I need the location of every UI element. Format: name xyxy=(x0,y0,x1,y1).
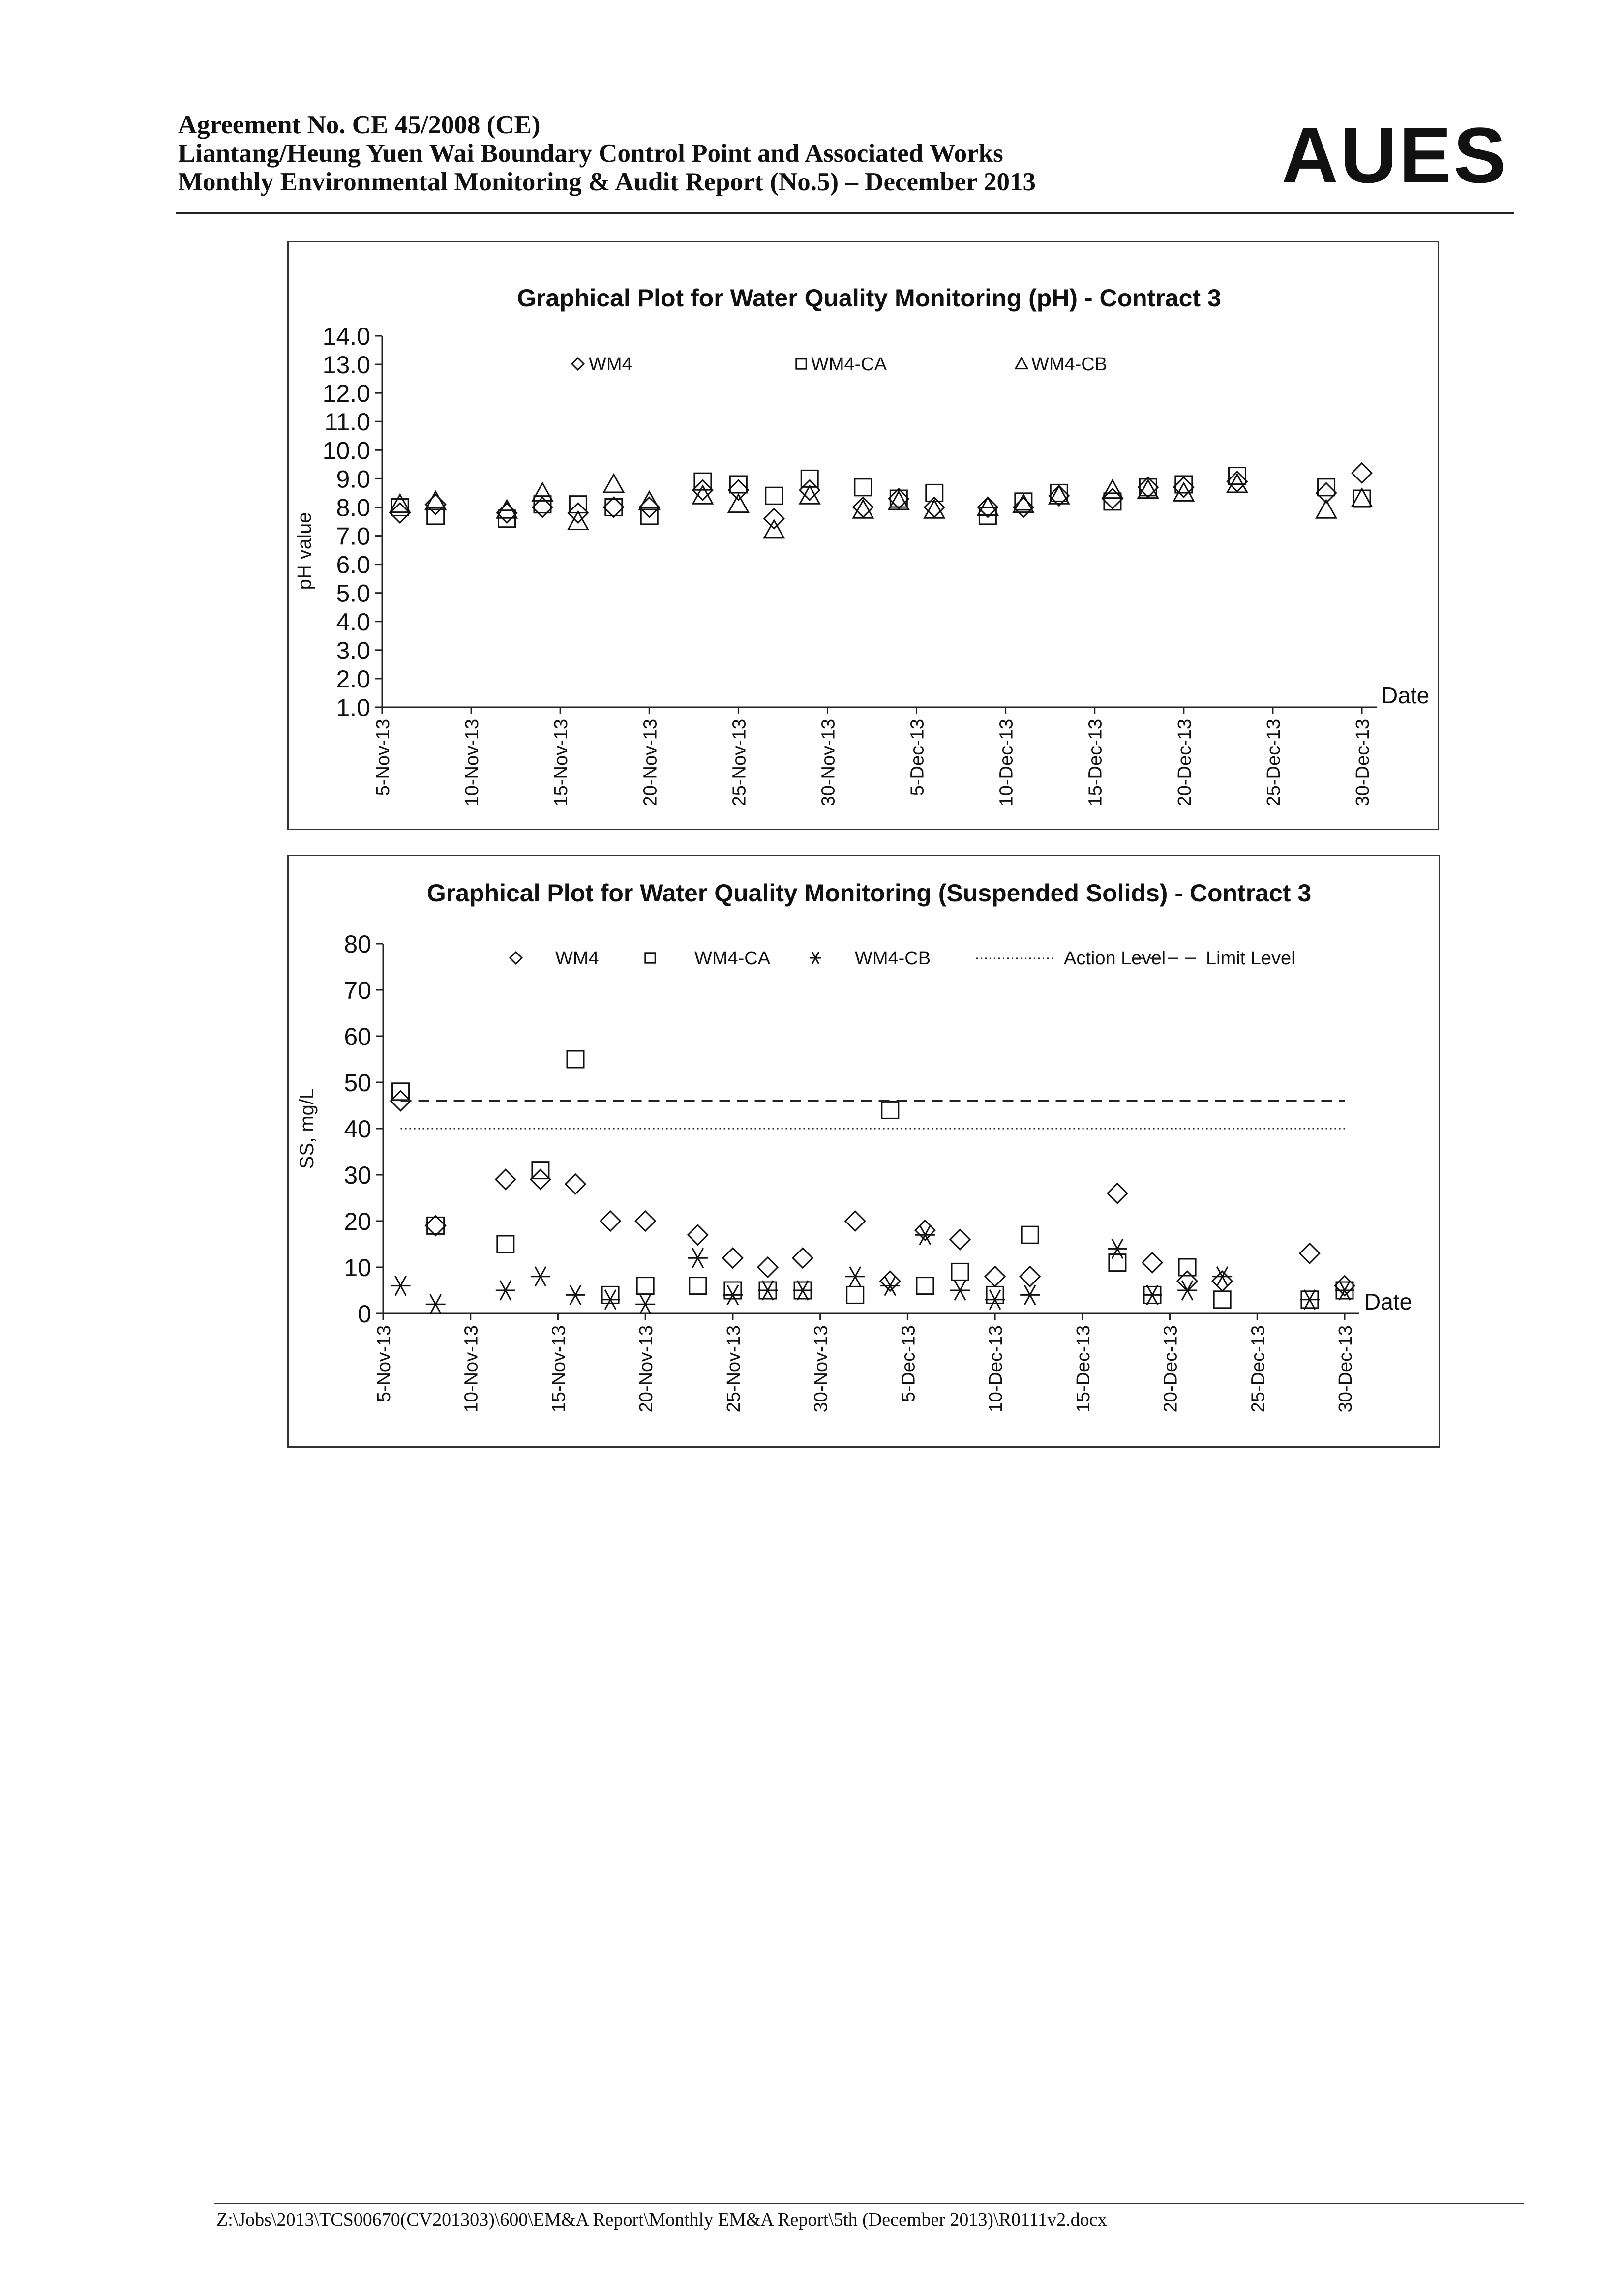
wm4-point xyxy=(1300,1244,1320,1263)
wm4-cb-point xyxy=(950,1281,970,1300)
legend-wm4-ca xyxy=(796,354,887,375)
wm4-ca-point xyxy=(605,499,622,515)
wm4-cb-point xyxy=(635,1294,655,1314)
wm4-cb-point xyxy=(1020,1285,1040,1305)
y-tick-label: 30 xyxy=(344,1162,371,1189)
wm4-ca-point xyxy=(1214,1291,1231,1308)
chart-title: Graphical Plot for Water Quality Monitoring (Suspended Solids) - Contract 3 xyxy=(426,879,1312,907)
wm4-ca-point xyxy=(690,1278,706,1294)
y-tick-label: 70 xyxy=(344,977,371,1004)
x-tick-label: 20-Dec-13 xyxy=(1174,719,1195,806)
wm4-cb-point xyxy=(604,475,624,492)
wm4-ca-point xyxy=(427,1217,444,1234)
legend-label: Action Level xyxy=(1064,948,1166,969)
legend-marker xyxy=(645,953,655,963)
x-tick-label: 20-Nov-13 xyxy=(640,719,661,806)
x-tick-label: 10-Dec-13 xyxy=(996,719,1017,806)
wm4-cb-point xyxy=(978,497,997,515)
y-tick-label: 60 xyxy=(344,1023,371,1050)
wm4-cb-point xyxy=(758,1281,778,1300)
wm4-cb-point xyxy=(853,500,873,518)
footer-divider xyxy=(214,2203,1524,2204)
wm4-cb-point xyxy=(793,1281,812,1300)
x-tick-label: 30-Nov-13 xyxy=(811,1325,832,1413)
x-tick-label: 5-Nov-13 xyxy=(374,1325,394,1402)
wm4-point xyxy=(426,1216,446,1235)
wm4-point xyxy=(723,1248,743,1268)
wm4-ca-series xyxy=(391,468,1370,527)
wm4-point xyxy=(1020,1267,1040,1286)
wm4-cb-point xyxy=(1227,475,1247,492)
x-axis-label: Date xyxy=(1364,1289,1413,1314)
wm4-cb-point xyxy=(723,1285,743,1305)
ss-chart-frame xyxy=(287,855,1440,1448)
x-tick-label: 15-Dec-13 xyxy=(1085,719,1106,806)
x-tick-label: 25-Nov-13 xyxy=(729,719,750,806)
y-tick-label: 10.0 xyxy=(322,437,370,465)
wm4-cb-point xyxy=(1352,489,1372,507)
wm4-point xyxy=(880,1271,900,1291)
wm4-cb-point xyxy=(1143,1285,1162,1305)
y-axis-label: pH value xyxy=(294,512,315,590)
wm4-cb-point xyxy=(391,1276,411,1296)
wm4-point xyxy=(1108,1184,1127,1203)
y-tick-label: 12.0 xyxy=(322,380,370,408)
footer-file-path: Z:\Jobs\2013\TCS00670(CV201303)\600\EM&A Report\Monthly EM&A Report\5th (December 2013)\R0111v2.docx xyxy=(216,2209,1107,2230)
wm4-point xyxy=(728,480,748,500)
y-tick-label: 9.0 xyxy=(336,465,370,493)
y-tick-label: 6.0 xyxy=(336,551,370,579)
legend-marker xyxy=(796,359,806,369)
wm4-point xyxy=(758,1257,778,1277)
wm4-cb-point xyxy=(566,1285,585,1305)
wm4-point xyxy=(793,1248,812,1268)
wm4-cb-point xyxy=(601,1290,620,1310)
legend-wm4-ca xyxy=(645,948,771,969)
wm4-point xyxy=(496,1169,515,1189)
y-tick-label: 10 xyxy=(344,1254,371,1282)
wm4-cb-point xyxy=(728,495,748,512)
y-tick-label: 4.0 xyxy=(336,608,370,636)
wm4-ca-point xyxy=(766,487,782,504)
y-tick-label: 2.0 xyxy=(336,665,370,693)
wm4-cb-point xyxy=(1174,483,1194,501)
wm4-cb-point xyxy=(568,512,588,530)
wm4-cb-point xyxy=(800,486,819,504)
wm4-cb-series xyxy=(391,1225,1354,1314)
header-report-title: Monthly Environmental Monitoring & Audit Report (No.5) – December 2013 xyxy=(178,168,1036,196)
legend-label: WM4-CA xyxy=(694,948,771,969)
x-tick-label: 20-Dec-13 xyxy=(1160,1325,1181,1413)
y-tick-label: 50 xyxy=(344,1069,371,1097)
legend-marker xyxy=(1016,358,1027,369)
aues-logo: AUES xyxy=(1281,111,1508,199)
wm4-point xyxy=(1143,1253,1162,1273)
wm4-ca-point xyxy=(637,1278,654,1294)
wm4-cb-point xyxy=(845,1267,865,1286)
legend-label: WM4-CB xyxy=(855,948,931,969)
wm4-point xyxy=(1177,1271,1197,1291)
wm4-cb-point xyxy=(1108,1239,1127,1258)
wm4-point xyxy=(601,1211,620,1231)
wm4-cb-point xyxy=(688,1248,708,1268)
wm4-point xyxy=(764,509,784,529)
x-tick-label: 15-Nov-13 xyxy=(548,1325,570,1413)
wm4-point xyxy=(915,1221,935,1240)
x-tick-label: 30-Dec-13 xyxy=(1335,1325,1356,1413)
x-tick-label: 5-Dec-13 xyxy=(907,719,928,796)
x-tick-label: 25-Dec-13 xyxy=(1263,719,1284,806)
header-divider xyxy=(176,212,1514,214)
x-tick-label: 10-Nov-13 xyxy=(461,1325,482,1413)
y-tick-label: 20 xyxy=(344,1208,371,1235)
y-tick-label: 80 xyxy=(344,930,371,958)
wm4-ca-point xyxy=(1022,1226,1038,1243)
y-axis-label: SS, mg/L xyxy=(296,1088,318,1169)
x-tick-label: 10-Dec-13 xyxy=(986,1325,1007,1413)
wm4-ca-point xyxy=(497,1236,514,1252)
x-tick-label: 10-Nov-13 xyxy=(462,719,483,806)
y-tick-label: 0 xyxy=(358,1300,371,1328)
legend-wm4-cb xyxy=(810,948,931,969)
wm4-cb-point xyxy=(693,486,713,504)
wm4-point xyxy=(688,1225,708,1245)
x-tick-label: 5-Nov-13 xyxy=(373,719,393,796)
y-tick-label: 5.0 xyxy=(336,579,370,607)
x-tick-label: 20-Nov-13 xyxy=(636,1325,657,1413)
x-tick-label: 5-Dec-13 xyxy=(898,1325,919,1402)
wm4-ca-point xyxy=(730,476,747,493)
y-tick-label: 3.0 xyxy=(336,636,370,664)
wm4-point xyxy=(566,1174,585,1194)
wm4-cb-point xyxy=(426,1294,446,1314)
x-tick-label: 25-Nov-13 xyxy=(723,1325,744,1413)
x-axis-label: Date xyxy=(1382,683,1430,708)
wm4-cb-series xyxy=(390,475,1372,538)
wm4-series xyxy=(391,1091,1354,1296)
legend-label: WM4 xyxy=(589,354,632,375)
x-tick-label: 30-Nov-13 xyxy=(818,719,839,806)
wm4-ca-point xyxy=(1179,1259,1196,1276)
y-tick-label: 14.0 xyxy=(322,323,370,350)
wm4-point xyxy=(845,1211,865,1231)
y-tick-label: 13.0 xyxy=(322,351,370,379)
wm4-point xyxy=(1335,1276,1354,1296)
wm4-point xyxy=(1352,463,1372,483)
wm4-ca-point xyxy=(882,1102,899,1118)
header-project-name: Liantang/Heung Yuen Wai Boundary Control Point and Associated Works xyxy=(178,139,1003,168)
y-tick-label: 11.0 xyxy=(324,408,370,436)
wm4-point xyxy=(531,1169,550,1189)
wm4-point xyxy=(1212,1271,1232,1291)
x-tick-label: 30-Dec-13 xyxy=(1353,719,1373,806)
wm4-ca-point xyxy=(1109,1254,1126,1271)
wm4-point xyxy=(635,1211,655,1231)
x-tick-label: 15-Dec-13 xyxy=(1073,1325,1094,1413)
wm4-point xyxy=(604,497,624,517)
wm4-ca-point xyxy=(391,499,408,515)
wm4-ca-point xyxy=(847,1286,864,1303)
y-tick-label: 1.0 xyxy=(336,694,370,721)
legend-marker xyxy=(572,358,584,370)
legend-label: WM4-CB xyxy=(1031,354,1108,375)
y-tick-label: 40 xyxy=(344,1115,371,1143)
wm4-cb-point xyxy=(531,1267,550,1286)
wm4-ca-point xyxy=(1318,479,1335,496)
wm4-point xyxy=(1049,486,1069,506)
wm4-ca-point xyxy=(567,1051,584,1068)
legend-wm4 xyxy=(510,948,599,969)
x-tick-label: 25-Dec-13 xyxy=(1248,1325,1269,1413)
y-tick-label: 8.0 xyxy=(336,494,370,522)
legend-label: Limit Level xyxy=(1206,948,1295,969)
x-tick-label: 15-Nov-13 xyxy=(551,719,572,806)
wm4-ca-point xyxy=(917,1278,933,1294)
wm4-cb-point xyxy=(1300,1290,1320,1310)
legend-wm4-cb xyxy=(1016,354,1107,375)
wm4-point xyxy=(985,1267,1005,1286)
legend-label: WM4-CA xyxy=(811,354,887,375)
header-agreement-no: Agreement No. CE 45/2008 (CE) xyxy=(178,111,541,139)
wm4-cb-point xyxy=(496,1281,515,1300)
ss-chart xyxy=(289,856,1439,1446)
ph-chart xyxy=(289,242,1438,829)
wm4-cb-point xyxy=(925,500,944,518)
wm4-ca-point xyxy=(952,1263,968,1280)
legend-marker xyxy=(510,952,522,964)
wm4-ca-point xyxy=(855,479,872,496)
legend-label: WM4 xyxy=(555,948,599,969)
wm4-point xyxy=(950,1230,970,1250)
chart-title: Graphical Plot for Water Quality Monitoring (pH) - Contract 3 xyxy=(517,284,1221,312)
wm4-cb-point xyxy=(985,1290,1005,1310)
legend-marker xyxy=(810,952,821,964)
legend-wm4 xyxy=(572,354,632,375)
ph-chart-frame xyxy=(287,241,1439,830)
y-tick-label: 7.0 xyxy=(336,522,370,550)
